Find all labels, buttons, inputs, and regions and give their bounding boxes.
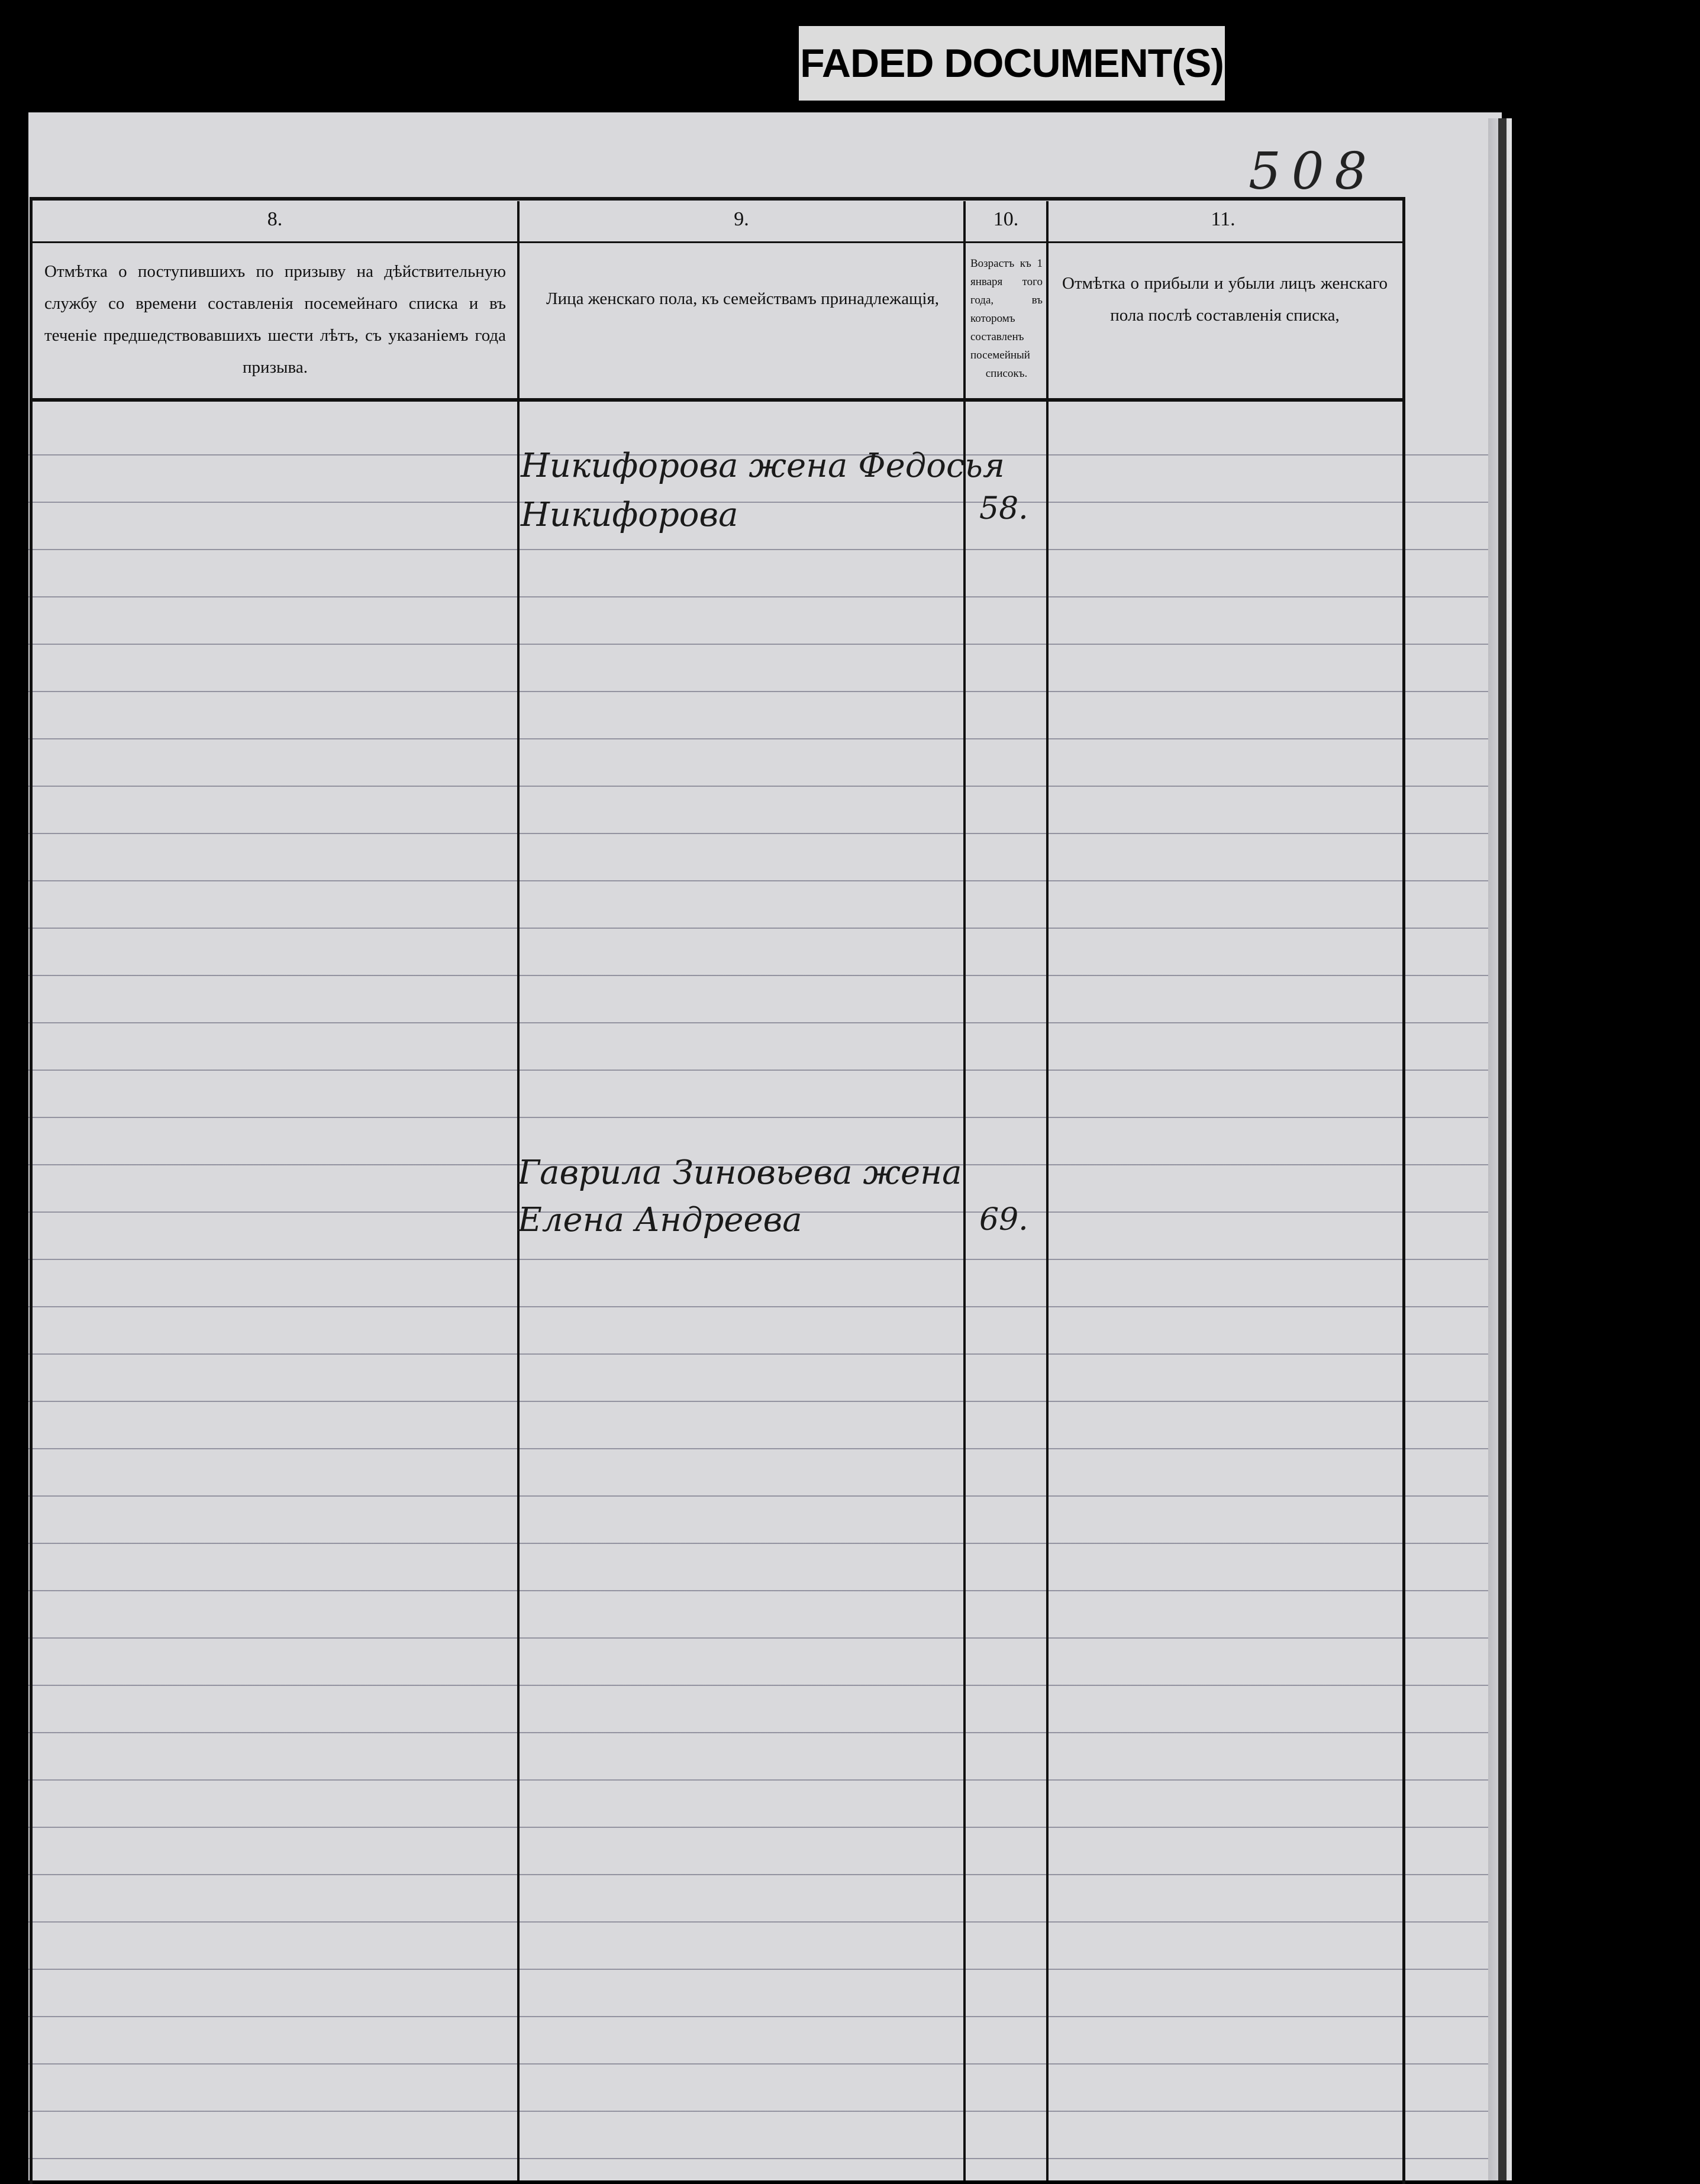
column-number-8: 8.	[267, 208, 283, 230]
column-divider-10-11	[1046, 201, 1049, 2180]
header-bottom-rule	[30, 398, 1402, 402]
column-header-10: Возрастъ къ 1 января того года, въ которомъ составленъ посемейный списокъ.	[970, 257, 1043, 380]
faded-document-stamp	[799, 26, 1225, 101]
page-number: 508	[1249, 142, 1378, 201]
column-number-rule	[30, 241, 1402, 243]
entry-1-name-line2: Никифорова	[521, 496, 738, 534]
stamp-text: FADED DOCUMENT(S)	[800, 41, 1224, 86]
entry-2-age: 69.	[979, 1202, 1028, 1238]
column-divider-9-10	[963, 201, 966, 2180]
binding-shadow	[1498, 118, 1507, 2180]
entry-1-age: 58.	[979, 491, 1028, 526]
column-number-9: 9.	[734, 208, 749, 230]
entry-2-name-line1: Гаврила Зиновьева жена	[518, 1154, 962, 1192]
column-header-8: Отмѣтка о поступившихъ по призыву на дѣйствительную службу со времени составленія посемейнаго списка и въ теченіе предшедствовавшихъ шести лѣтъ, съ указаніемъ года призыва.	[44, 262, 506, 377]
column-number-11: 11.	[1211, 208, 1236, 230]
entry-1-name-line1: Никифорова жена Федосья	[521, 447, 1005, 485]
column-header-11: Отмѣтка о прибыли и убыли лицъ женскаго пола послѣ составленія списка,	[1062, 274, 1388, 325]
column-number-10: 10.	[993, 208, 1019, 230]
column-header-9: Лица женскаго пола, къ семействамъ принадлежащія,	[546, 289, 940, 308]
entry-2-name-line2: Елена Андреева	[518, 1201, 802, 1239]
